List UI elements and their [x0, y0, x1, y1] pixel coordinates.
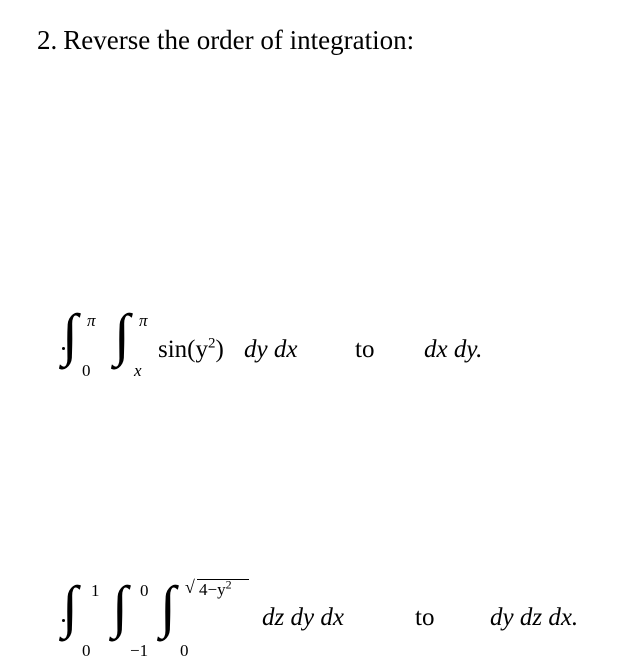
inner-lower-limit: x: [134, 361, 142, 380]
integrand-function: sin(y: [158, 336, 208, 363]
inner-upper-limit: π: [139, 311, 148, 330]
double-integral-expression: [0, 298, 622, 388]
integral-sign-middle: ∫: [112, 574, 128, 639]
integral-sign-inner: ∫: [114, 302, 130, 367]
sqrt-radicand: $4-y^2$: [199, 577, 232, 599]
problem-instruction: Reverse the order of integration:: [63, 25, 415, 55]
inner-lower-limit: 0: [180, 641, 189, 660]
integrand: [158, 336, 224, 364]
integrand-close-paren: ): [215, 336, 224, 363]
integral-sign-inner: ∫: [160, 574, 176, 639]
middle-lower-limit: −1: [130, 641, 149, 660]
target-order: dx dy.: [424, 336, 483, 363]
integral-sign-outer: ∫: [62, 302, 78, 367]
outer-upper-limit: π: [87, 311, 96, 330]
connector-to: to: [415, 604, 435, 631]
square-root-icon: √: [185, 577, 195, 597]
middle-upper-limit: 0: [140, 581, 149, 600]
integrand-exponent: 2: [208, 335, 216, 352]
outer-lower-limit: 0: [82, 361, 91, 380]
problem-number: 2.: [37, 25, 58, 55]
triple-integral-expression: [0, 562, 622, 660]
problem-heading: [37, 20, 414, 60]
differentials: dz dy dx: [262, 604, 344, 631]
outer-lower-limit: 0: [82, 641, 91, 660]
integral-sign-outer: ∫: [62, 574, 78, 639]
target-order: dy dz dx.: [490, 604, 579, 631]
connector-to: to: [355, 336, 375, 363]
differentials: dy dx: [244, 336, 298, 363]
outer-upper-limit: 1: [91, 581, 100, 600]
